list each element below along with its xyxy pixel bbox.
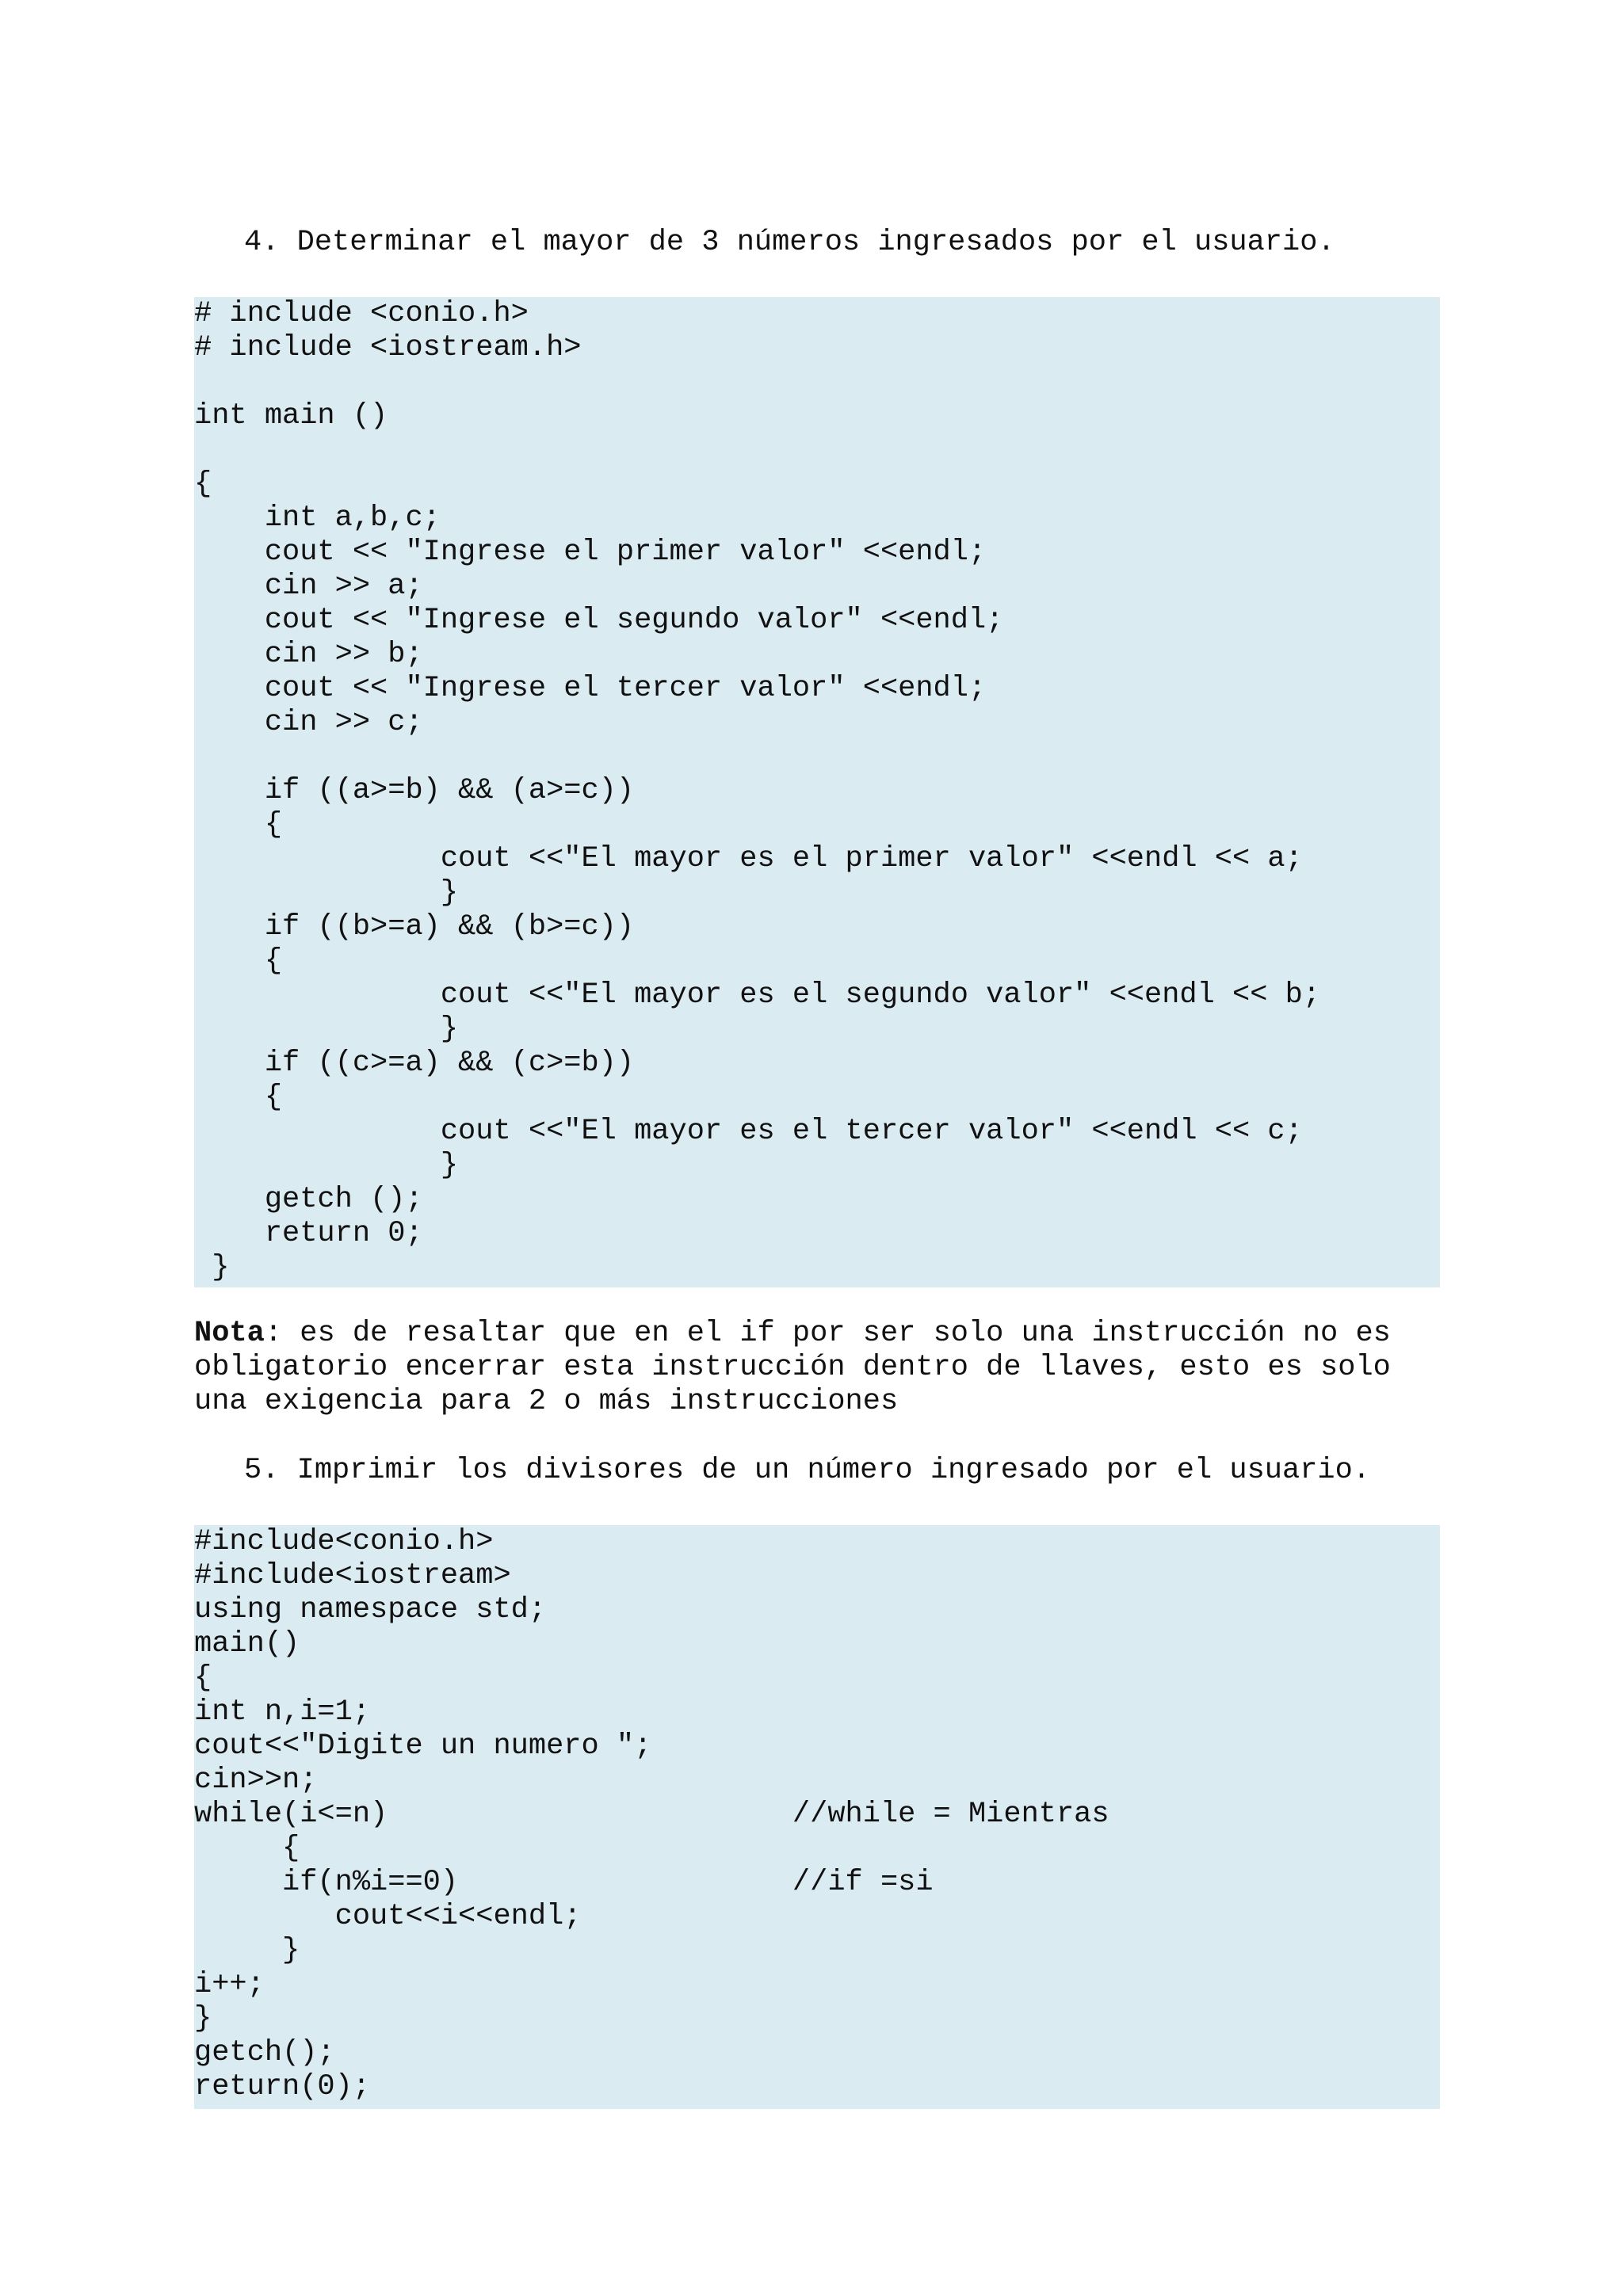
code-line: }: [194, 1149, 459, 1182]
code-line: return 0;: [194, 1217, 423, 1250]
code-line: int main (): [194, 399, 388, 433]
code-line: }: [194, 1934, 300, 1967]
code-line: if ((a>=b) && (a>=c)): [194, 774, 635, 807]
code-line: int a,b,c;: [194, 502, 441, 535]
code-line: # include <conio.h>: [194, 297, 529, 330]
code-line: main(): [194, 1627, 300, 1661]
code-line: if ((c>=a) && (c>=b)): [194, 1047, 635, 1080]
code-line: {: [194, 1832, 300, 1865]
note-paragraph: [194, 1317, 1446, 1419]
code-line: cin>>n;: [194, 1764, 318, 1797]
code-line: # include <iostream.h>: [194, 331, 582, 364]
code-line: }: [194, 1013, 459, 1046]
code-line: cout << "Ingrese el segundo valor" <<endl;: [194, 604, 1004, 637]
code-line: {: [194, 808, 283, 841]
code-line: }: [194, 1251, 230, 1284]
code-line: cin >> b;: [194, 638, 423, 671]
code-line: cout << "Ingrese el tercer valor" <<endl;: [194, 672, 987, 705]
code-line: int n,i=1;: [194, 1695, 371, 1729]
code-line: cin >> c;: [194, 706, 423, 739]
code-line: cout <<"El mayor es el tercer valor" <<endl << c;: [194, 1115, 1303, 1148]
code-line: cin >> a;: [194, 570, 423, 603]
code-line: cout <<"El mayor es el segundo valor" <<endl << b;: [194, 978, 1321, 1012]
code-line: {: [194, 944, 283, 978]
code-line: [194, 365, 1320, 399]
code-line: }: [194, 876, 459, 910]
code-line: getch ();: [194, 1183, 423, 1216]
note-line-1: [194, 1317, 1446, 1351]
code-block-exercise-4: [194, 297, 1440, 1287]
code-line: [194, 740, 1320, 774]
code-line: using namespace std;: [194, 1593, 547, 1627]
note-line-3: una exigencia para 2 o más instrucciones: [194, 1385, 899, 1418]
exercise-4-heading: 4. Determinar el mayor de 3 números ingresados por el usuario.: [244, 226, 1335, 259]
code-line: {: [194, 1661, 212, 1695]
code-line: return(0);: [194, 2070, 371, 2103]
code-line: cout<<"Digite un numero ";: [194, 1730, 652, 1763]
code-line: while(i<=n) //while = Mientras: [194, 1798, 1109, 1831]
code-line: cout << "Ingrese el primer valor" <<endl;: [194, 536, 987, 569]
code-listing: [194, 297, 1320, 1285]
code-line: {: [194, 467, 212, 501]
code-line: i++;: [194, 1968, 265, 2001]
code-line: if(n%i==0) //if =si: [194, 1866, 934, 1899]
code-line: [194, 433, 1320, 467]
exercise-5-heading: 5. Imprimir los divisores de un número ingresado por el usuario.: [244, 1454, 1371, 1487]
code-line: if ((b>=a) && (b>=c)): [194, 910, 635, 944]
note-line-2: obligatorio encerrar esta instrucción dentro de llaves, esto es solo: [194, 1351, 1391, 1384]
note-text-1: : es de resaltar que en el if por ser solo una instrucción no es: [264, 1317, 1391, 1350]
code-line: #include<conio.h>: [194, 1525, 494, 1558]
code-line: #include<iostream>: [194, 1559, 511, 1592]
code-listing: [194, 1525, 1109, 2104]
code-line: {: [194, 1081, 283, 1114]
note-label: Nota: [194, 1317, 265, 1350]
code-block-exercise-5: [194, 1525, 1440, 2109]
code-line: cout<<i<<endl;: [194, 1900, 582, 1933]
code-line: getch();: [194, 2036, 335, 2069]
code-line: }: [194, 2002, 212, 2035]
code-line: cout <<"El mayor es el primer valor" <<endl << a;: [194, 842, 1303, 875]
